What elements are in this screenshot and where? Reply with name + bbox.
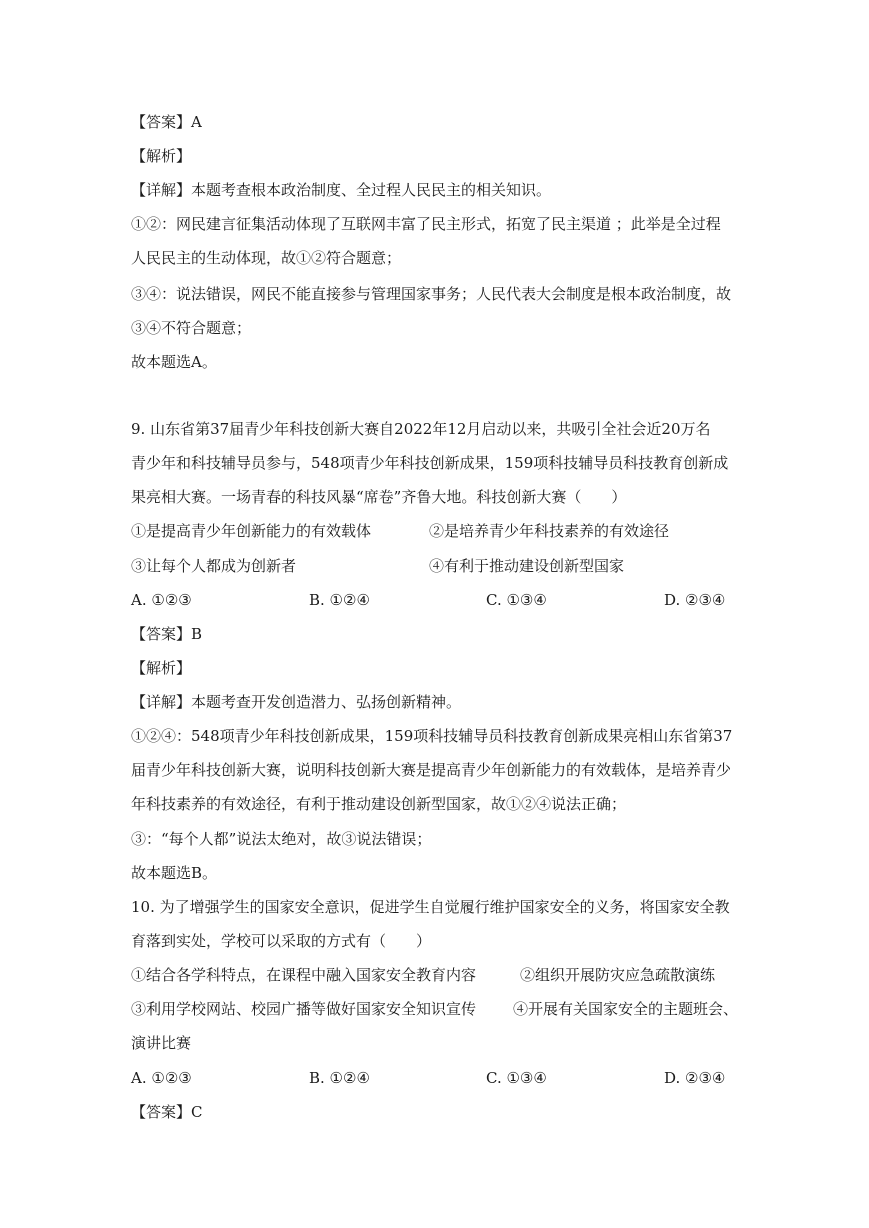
q10-item-4-line-2: 演讲比赛	[131, 1034, 192, 1052]
q9-option-c: C. ①③④	[486, 591, 547, 609]
q8-analysis-heading: 【解析】	[131, 147, 192, 165]
q10-option-a: A. ①②③	[131, 1069, 192, 1087]
q9-paragraph-1-line-1: ①②④：548项青少年科技创新成果，159项科技辅导员科技教育创新成果亮相山东省第37	[131, 727, 733, 745]
q10-stem-line-1: 10. 为了增强学生的国家安全意识，促进学生自觉履行维护国家安全的义务，将国家安全教	[131, 898, 730, 916]
q8-paragraph-1-line-1: ①②：网民建言征集活动体现了互联网丰富了民主形式，拓宽了民主渠道 ；此举是全过程	[131, 215, 721, 233]
q9-item-3: ③让每个人都成为创新者	[131, 557, 297, 575]
q10-answer: 【答案】C	[131, 1103, 203, 1121]
q10-option-c: C. ①③④	[486, 1069, 547, 1087]
q9-paragraph-1-line-2: 届青少年科技创新大赛，说明科技创新大赛是提高青少年创新能力的有效载体，是培养青少	[131, 761, 732, 779]
q10-item-3: ③利用学校网站、校园广播等做好国家安全知识宣传	[131, 1000, 477, 1018]
q8-paragraph-2-line-2: ③④不符合题意；	[131, 319, 252, 337]
q9-item-2: ②是培养青少年科技素养的有效途径	[429, 522, 670, 540]
q9-analysis-heading: 【解析】	[131, 659, 192, 677]
q8-paragraph-2-line-1: ③④：说法错误，网民不能直接参与管理国家事务；人民代表大会制度是根本政治制度，故	[131, 285, 732, 303]
q9-stem-line-3: 果亮相大赛。一场青春的科技风暴“席卷”齐鲁大地。科技创新大赛（ ）	[131, 488, 627, 506]
q9-conclusion: 故本题选B。	[131, 864, 218, 882]
q9-option-b: B. ①②④	[309, 591, 370, 609]
q8-answer: 【答案】A	[131, 113, 202, 131]
q9-option-a: A. ①②③	[131, 591, 192, 609]
q8-conclusion: 故本题选A。	[131, 353, 217, 371]
q10-option-b: B. ①②④	[309, 1069, 370, 1087]
q9-paragraph-1-line-3: 年科技素养的有效途径，有利于推动建设创新型国家，故①②④说法正确；	[131, 795, 627, 813]
q9-item-4: ④有利于推动建设创新型国家	[429, 557, 625, 575]
q9-stem-line-1: 9. 山东省第37届青少年科技创新大赛自2022年12月启动以来，共吸引全社会近20万名	[131, 420, 711, 438]
q10-option-d: D. ②③④	[664, 1069, 726, 1087]
q9-stem-line-2: 青少年和科技辅导员参与，548项青少年科技创新成果，159项科技辅导员科技教育创新成	[131, 454, 729, 472]
q10-item-1: ①结合各学科特点，在课程中融入国家安全教育内容	[131, 966, 477, 984]
q9-option-d: D. ②③④	[664, 591, 726, 609]
q10-stem-line-2: 育落到实处，学校可以采取的方式有（ ）	[131, 932, 432, 950]
q8-paragraph-1-line-2: 人民民主的生动体现，故①②符合题意；	[131, 249, 402, 267]
q8-detail: 【详解】本题考查根本政治制度、全过程人民民主的相关知识。	[131, 181, 552, 199]
q9-paragraph-2: ③：“每个人都”说法太绝对，故③说法错误；	[131, 830, 432, 848]
q9-answer: 【答案】B	[131, 625, 203, 643]
q10-item-4-line-1: ④开展有关国家安全的主题班会、	[513, 1000, 739, 1018]
q9-detail: 【详解】本题考查开发创造潜力、弘扬创新精神。	[131, 693, 462, 711]
q10-item-2: ②组织开展防灾应急疏散演练	[520, 966, 716, 984]
q9-item-1: ①是提高青少年创新能力的有效载体	[131, 522, 372, 540]
